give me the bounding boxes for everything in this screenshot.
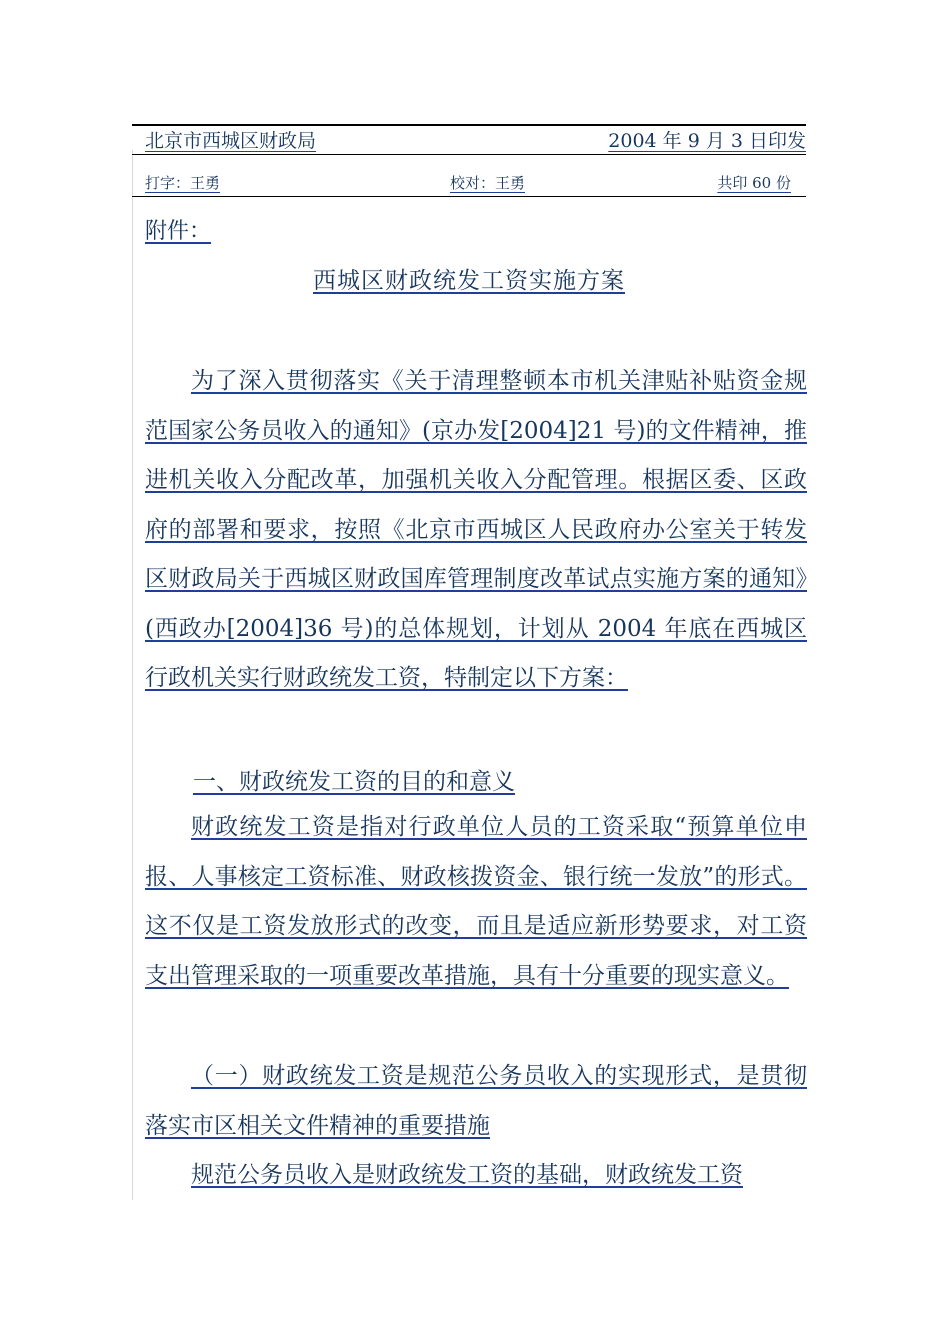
subsection-1-paragraph: 规范公务员收入是财政统发工资的基础，财政统发工资 <box>191 1162 743 1188</box>
proofreader: 校对：王勇 <box>450 174 526 192</box>
issue-date: 2004 年 9 月 3 日印发 <box>608 129 806 152</box>
subsection-1-heading: （一）财政统发工资是规范公务员收入的实现形式，是贯彻落实市区相关文件精神的重要措施 <box>145 1063 807 1139</box>
intro-paragraph: 为了深入贯彻落实《关于清理整顿本市机关津贴补贴资金规范国家公务员收入的通知》(京办发[2004]21 号)的文件精神，推进机关收入分配改革，加强机关收入分配管理。根据区委、区政府的部署和要求，按照《北京市西城区人民政府办公室关于转发区财政局关于西城区财政国库管理制度改革试点实施方案的通知》(西政办[2004]36 号)的总体规划，计划从 2004 年底在西城区行政机关实行财政统发工资，特制定以下方案： <box>145 368 807 691</box>
issuer-row <box>145 125 806 153</box>
typist-row <box>145 170 806 196</box>
section-1-heading: 一、财政统发工资的目的和意义 <box>193 769 515 795</box>
header-bottom-rule <box>132 196 806 197</box>
section-1-paragraph: 财政统发工资是指对行政单位人员的工资采取“预算单位申报、人事核定工资标准、财政核拨资金、银行统一发放”的形式。这不仅是工资发放形式的改变，而且是适应新形势要求，对工资支出管理采取的一项重要改革措施，具有十分重要的现实意义。 <box>145 814 807 989</box>
copies-count: 共印 60 份 <box>717 174 791 192</box>
header-middle-rule <box>132 154 806 155</box>
issuer-name: 北京市西城区财政局 <box>145 129 317 152</box>
attachment-label: 附件： <box>145 219 212 244</box>
page-margin-line <box>132 150 133 1200</box>
typist: 打字：王勇 <box>145 174 221 192</box>
document-title: 西城区财政统发工资实施方案 <box>313 268 625 294</box>
